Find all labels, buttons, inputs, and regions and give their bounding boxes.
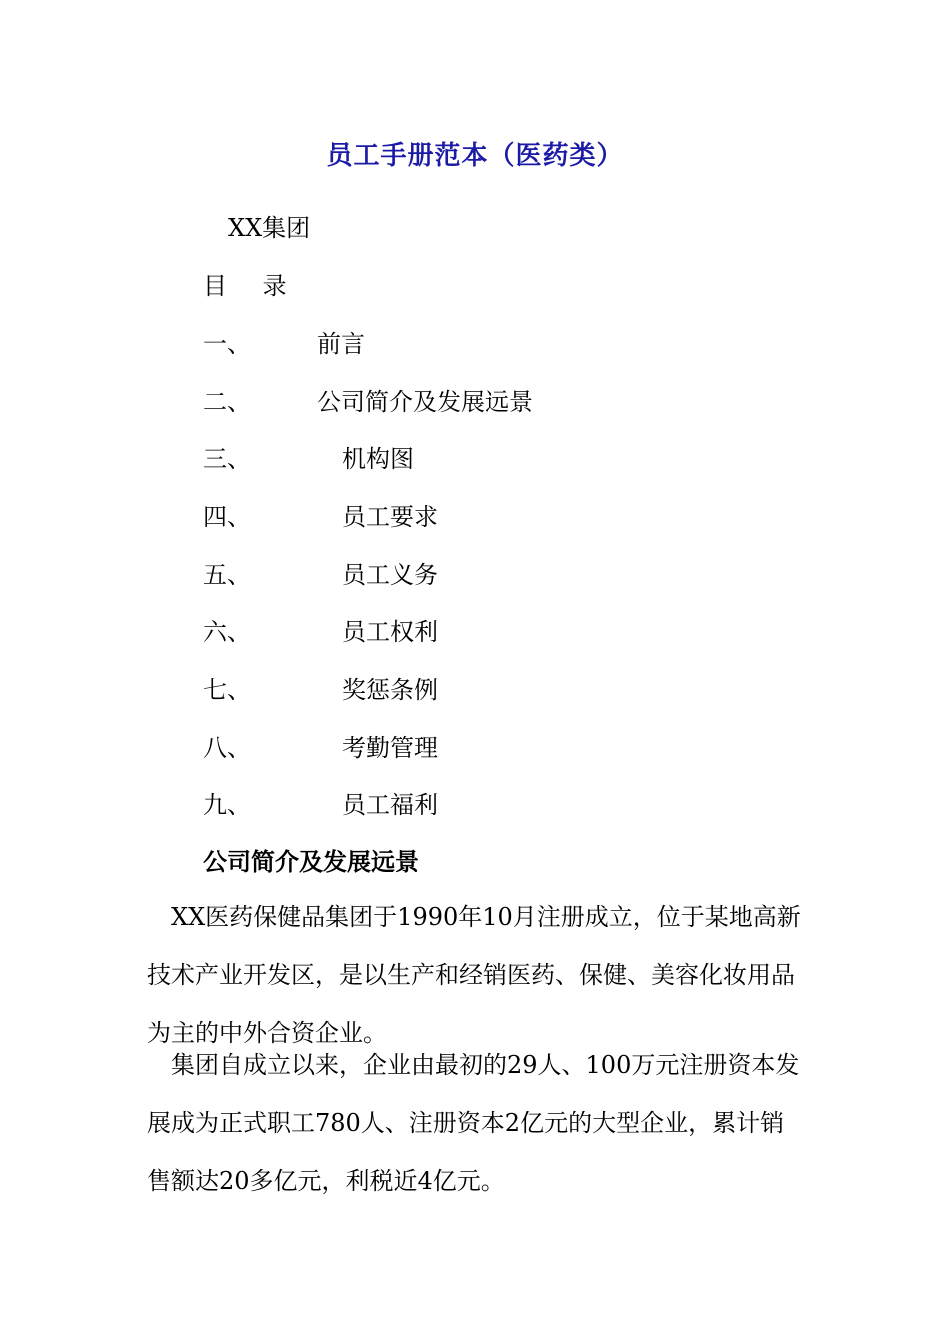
toc-item (0, 382, 700, 418)
toc-item-label: 员工义务 (342, 561, 438, 589)
toc-item-label: 奖惩条例 (342, 676, 438, 704)
toc-item-label: 公司简介及发展远景 (317, 388, 533, 416)
company-name: XX集团 (228, 214, 311, 242)
toc-item-number: 三、 (203, 445, 251, 473)
toc-item-number: 二、 (203, 388, 251, 416)
toc-item-label: 考勤管理 (342, 734, 438, 762)
toc-item (0, 785, 700, 821)
toc-item-label: 机构图 (342, 445, 414, 473)
toc-item-number: 八、 (203, 734, 251, 762)
toc-item-label: 前言 (317, 330, 365, 358)
body-paragraph: XX医药保健品集团于1990年10月注册成立，位于某地高新技术产业开发区，是以生产和经销医药、保健、美容化妆用品为主的中外合资企业。 (147, 903, 801, 1047)
toc-item (0, 670, 700, 706)
toc-item (0, 612, 700, 648)
toc-item (0, 439, 700, 475)
toc-item (0, 728, 700, 764)
toc-item-label: 员工福利 (342, 791, 438, 819)
toc-item-number: 四、 (203, 503, 251, 531)
toc-item-number: 五、 (203, 561, 251, 589)
toc-item-number: 七、 (203, 676, 251, 704)
document-title: 员工手册范本（医药类） (326, 141, 624, 171)
toc-item-number: 一、 (203, 330, 251, 358)
toc-item-number: 六、 (203, 618, 251, 646)
toc-item (0, 497, 700, 533)
toc-item (0, 555, 700, 591)
toc-heading: 目 录 (203, 272, 301, 300)
toc-item (0, 324, 700, 360)
toc-item-label: 员工要求 (342, 503, 438, 531)
toc-item-number: 九、 (203, 791, 251, 819)
section-heading: 公司简介及发展远景 (203, 847, 419, 876)
body-paragraph: 集团自成立以来，企业由最初的29人、100万元注册资本发展成为正式职工780人、注册资本2亿元的大型企业，累计销售额达20多亿元，利税近4亿元。 (147, 1051, 800, 1195)
toc-item-label: 员工权利 (342, 618, 438, 646)
